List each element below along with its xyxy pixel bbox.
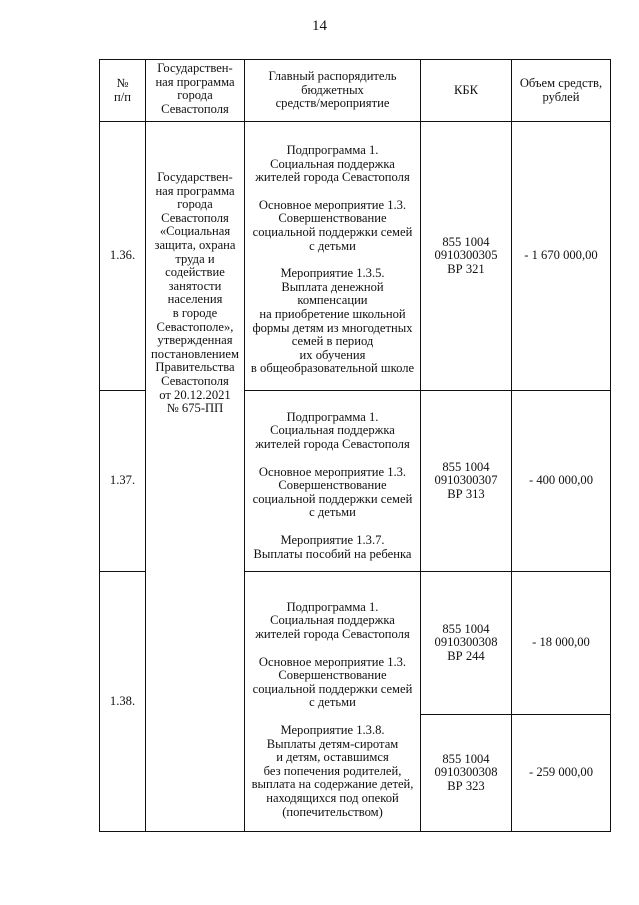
header-kbk: КБК [453, 82, 479, 97]
row-number: 1.37. [109, 473, 136, 488]
subprogram-text: Подпрограмма 1. Социальная поддержка жителей города Севастополя [255, 599, 410, 642]
distributor-cell [245, 131, 420, 389]
budget-table [99, 59, 611, 832]
main-event-text: Основное мероприятие 1.3. Совершенствование социальной поддержки семей с детьми [252, 654, 413, 710]
header-distributor: Главный распорядитель бюджетных средств/мероприятие [268, 69, 397, 111]
kbk-cell: 855 1004 0910300308 ВР 244 [434, 621, 498, 663]
subprogram-text: Подпрограмма 1. Социальная поддержка жителей города Севастополя [255, 143, 410, 185]
main-event-text: Основное мероприятие 1.3. Совершенствование социальной поддержки семей с детьми [252, 197, 413, 253]
kbk-cell: 855 1004 0910300305 ВР 321 [434, 234, 498, 276]
amount-cell: - 400 000,00 [528, 473, 593, 488]
distributor-cell [245, 401, 420, 571]
distributor-cell [245, 589, 420, 831]
main-event-text: Основное мероприятие 1.3. Совершенствование социальной поддержки семей с детьми [252, 464, 413, 520]
page-number: 14 [312, 18, 327, 34]
subprogram-text: Подпрограмма 1. Социальная поддержка жителей города Севастополя [255, 409, 410, 452]
event-text: Мероприятие 1.3.5. Выплата денежной компенсации на приобретение школьной формы детям из многодетных семей в период их обучения в общеобразовательной школе [250, 266, 415, 376]
event-text: Мероприятие 1.3.8. Выплаты детям-сиротам и детям, оставшимся без попечения родителей, выплата на содержание детей, находящихся под опекой (попечительством) [251, 723, 414, 819]
kbk-cell: 855 1004 0910300308 ВР 323 [434, 751, 498, 793]
row-number: 1.36. [109, 248, 136, 263]
amount-cell: - 1 670 000,00 [524, 248, 598, 263]
kbk-cell: 855 1004 0910300307 ВР 313 [434, 459, 498, 501]
header-program: Государствен- ная программа города Севастополя [155, 61, 235, 116]
amount-cell: - 18 000,00 [532, 635, 590, 650]
header-amount: Объем средств, рублей [519, 75, 603, 104]
amount-cell: - 259 000,00 [528, 765, 593, 780]
event-text: Мероприятие 1.3.7. Выплаты пособий на ребенка [253, 532, 412, 561]
row-number: 1.38. [109, 693, 136, 708]
header-num: № п/п [114, 75, 131, 104]
program-cell: Государствен- ная программа города Севастополя «Социальная защита, охрана труда и содействие занятости населения в городе Севастополе», утвержденная постановлением Правительства Севастополя от 20.12.2021 № 675-ПП [151, 170, 239, 416]
